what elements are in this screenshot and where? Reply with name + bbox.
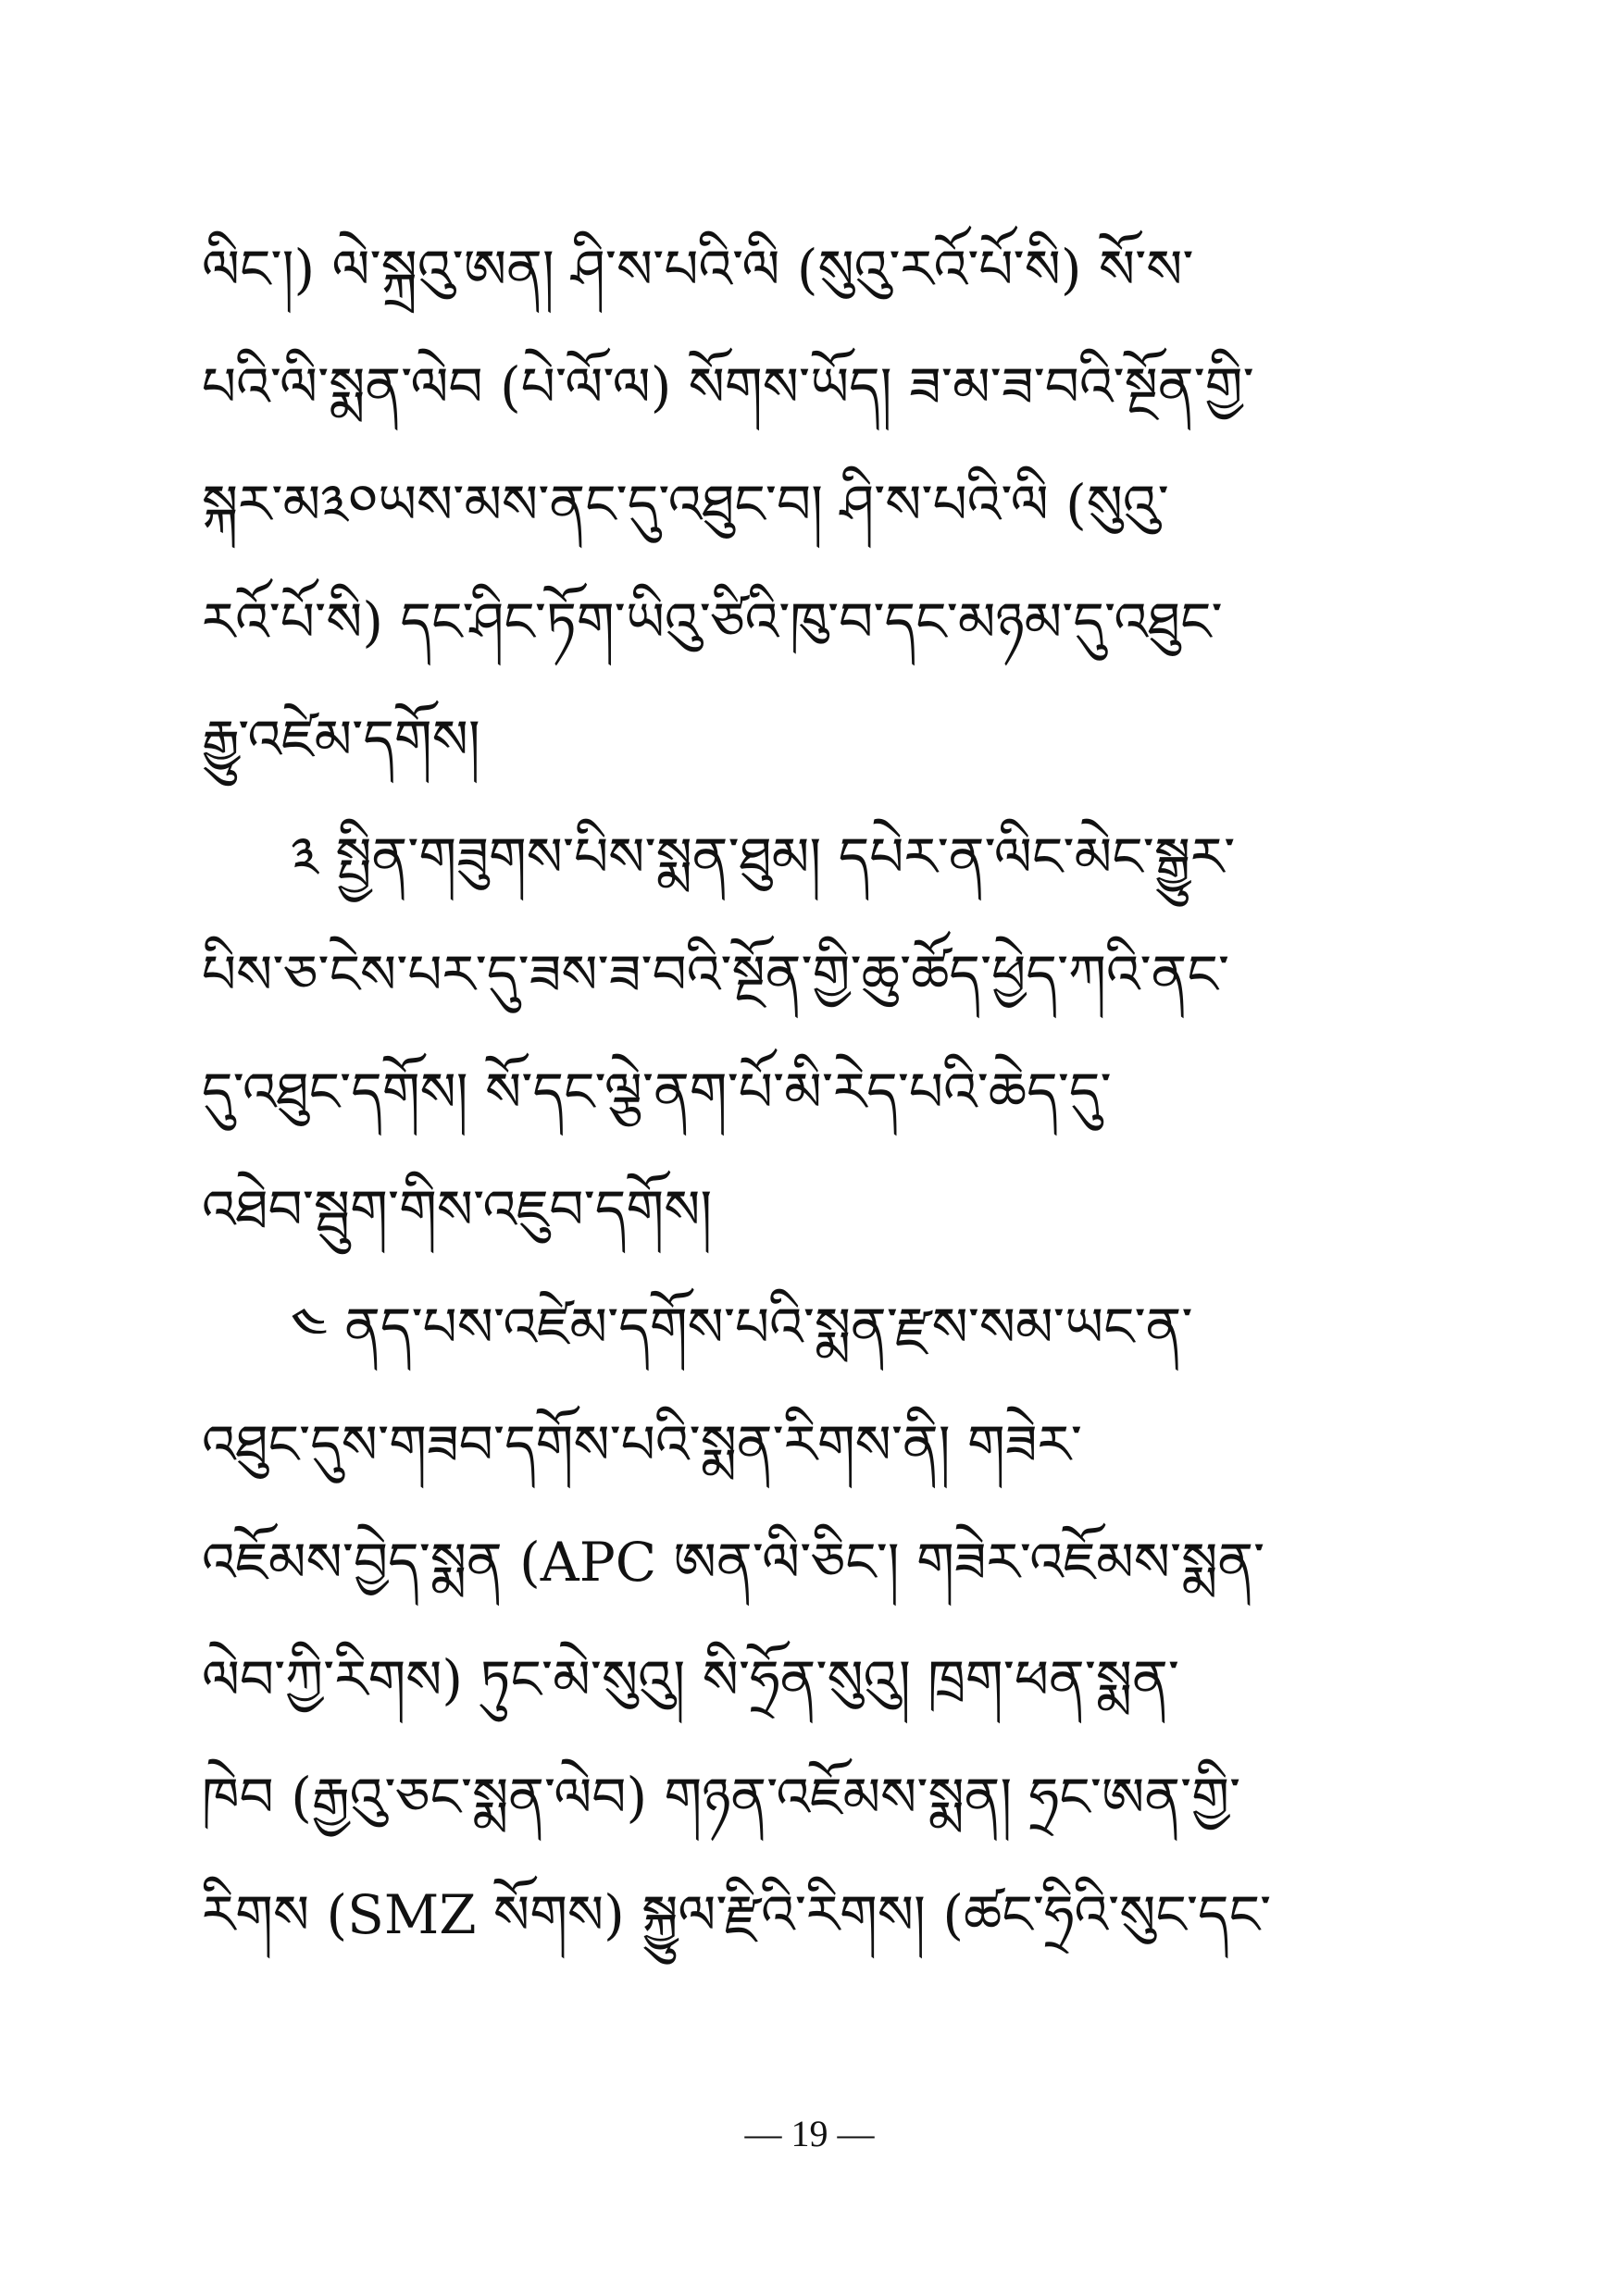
- text-line: སྐར་མ༣༠ཡས་མས་ནང་དུ་འཐུང་བ། ཤི་ས་པའི་ལི (སུའུ་: [202, 473, 1169, 536]
- text-line: ༣ སྤྱིན་གཟུགས་པིས་སྨན་ཐུམ། དཔེར་ན་ལིང་མེང་སྒྱུར་: [291, 825, 1236, 888]
- text-line: ལིང་།) ལེ་སྐྲའུ་ཨན། ཤི་ས་པའི་ལི (སུའུ་རའོ་པོ་སི) སོ་ས་: [202, 238, 1194, 301]
- page-number: — 19 —: [744, 2113, 875, 2154]
- text-line: པའི་ལི་སྨན་ལེབ (པེ་ལོ་ལ) སོགས་ཡོད། ཟ་མ་ཟ་བའི་སྔོན་གྱི་: [202, 355, 1254, 418]
- text-line: ཁེབ (རྒྱའུ་ཅང་སྨན་ལེབ) གཉན་འཇོམས་སྨན། ཧྲང་ཨན་གྱི་: [202, 1766, 1241, 1829]
- text-line: འཐེབ་སྦུག་གིས་འཇུབ་དགོས།: [202, 1178, 713, 1241]
- text-line: པིས་ཅ་ངེས་པར་དུ་ཟས་ཟ་བའི་སྔོན་གྱི་ཆུ་ཚོད་ཕྱེད་ཀའི་ནང་: [202, 943, 1230, 1006]
- text-line: དུ་འཐུང་དགོས། སོ་དང་ལྕེ་ནག་པོ་མི་རེད་པའི་ཆེད་དུ་: [202, 1061, 1112, 1123]
- text-line: རིགས (SMZ སོགས) སྐྱུལ་རྫིའི་རིགས། (ཚང་ཧྲིའི་སུང་དང་: [202, 1883, 1272, 1946]
- body-text: [202, 211, 1424, 1974]
- text-line: འཇོམས་བྱེད་སྨན (APC ཨན་ལི་ཅིང་། གཟེར་འཇོམས་སྨན་: [202, 1531, 1265, 1594]
- text-line: ལེབ་ཀྱི་རིགས) ཏུང་མེ་སུའུ། སི་ཧྲོན་སུའུ། ཁྲག་ཕན་སྨན་: [202, 1648, 1179, 1711]
- text-line: རྒྱུ་འཛེམ་དགོས།: [202, 708, 480, 771]
- text-line: འཐུང་དུས་གཟབ་དགོས་པའི་སྨན་རིགས་ནི། གཟེར་: [202, 1413, 1082, 1476]
- text-line: རའོ་པོ་སི) དང་ཤིང་ཏོག་ཡིའུ་ཙིའི་ཁུ་བ་དང་མཉམ་དུ་འཐུང་: [202, 590, 1223, 653]
- text-line: ༤ ནད་པས་འཛེམ་དགོས་པའི་སྨན་རྫས་སམ་ཡང་ན་: [291, 1296, 1193, 1359]
